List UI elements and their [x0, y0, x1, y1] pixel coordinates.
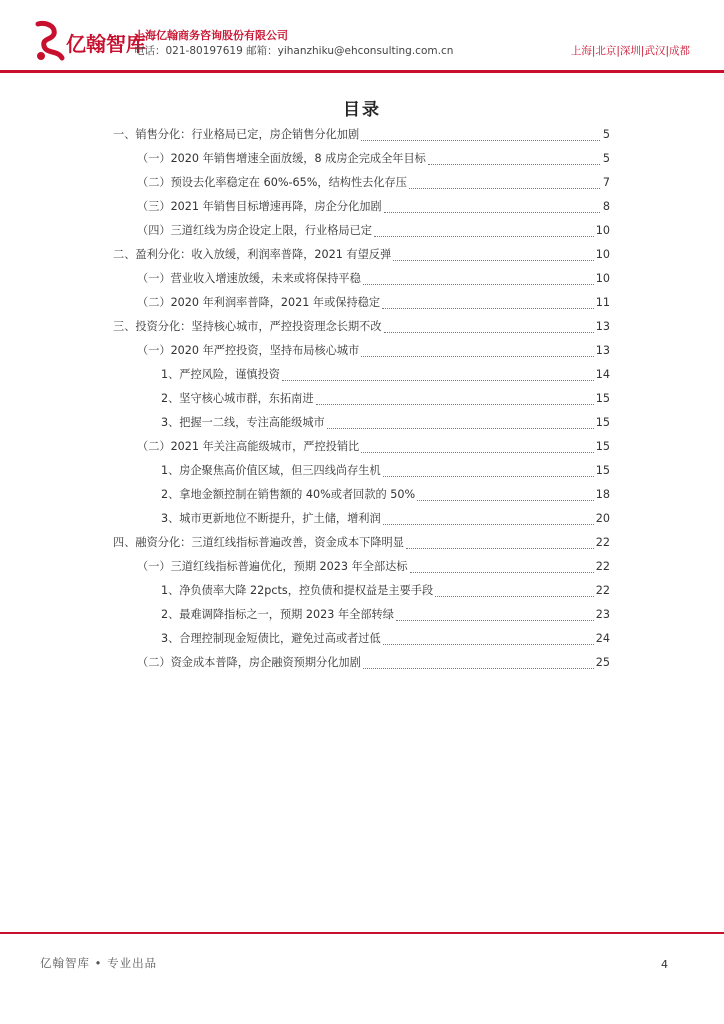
- toc-leader-dots: [327, 428, 594, 429]
- toc-entry-text: （一）2020 年销售增速全面放缓，8 成房企完成全年目标: [137, 152, 426, 165]
- toc-entry[interactable]: [161, 366, 610, 386]
- toc-entry[interactable]: [113, 126, 610, 146]
- toc-entry-page: 14: [595, 368, 610, 381]
- toc-entry-page: 22: [595, 584, 610, 597]
- toc-entry-page: 25: [595, 656, 610, 669]
- toc-entry-page: 5: [602, 128, 610, 141]
- toc-entry-text: 2、坚守核心城市群，东拓南进: [161, 392, 314, 405]
- toc-entry-text: 3、城市更新地位不断提升，扩土储，增利润: [161, 512, 381, 525]
- toc-entry[interactable]: [161, 414, 610, 434]
- toc-entry[interactable]: [161, 510, 610, 530]
- toc-title: 目录: [343, 100, 381, 120]
- toc-entry[interactable]: [113, 534, 610, 554]
- toc-entry-page: 8: [602, 200, 610, 213]
- toc-entry-page: 20: [595, 512, 610, 525]
- toc-entry[interactable]: [137, 222, 610, 242]
- toc-entry[interactable]: [161, 606, 610, 626]
- toc-entry-page: 10: [595, 248, 610, 261]
- toc-entry-text: （三）2021 年销售目标增速再降，房企分化加剧: [137, 200, 382, 213]
- toc-leader-dots: [361, 356, 594, 357]
- toc-entry-text: 三、投资分化：坚持核心城市，严控投资理念长期不改: [113, 320, 382, 333]
- toc-entry[interactable]: [137, 294, 610, 314]
- toc-entry-text: （一）营业收入增速放缓，未来或将保持平稳: [137, 272, 361, 285]
- toc-entry[interactable]: [113, 246, 610, 266]
- toc-entry[interactable]: [113, 318, 610, 338]
- toc-leader-dots: [383, 644, 594, 645]
- toc-leader-dots: [361, 452, 594, 453]
- toc-entry-text: 四、融资分化：三道红线指标普遍改善，资金成本下降明显: [113, 536, 404, 549]
- toc-leader-dots: [374, 236, 594, 237]
- toc-entry-page: 18: [595, 488, 610, 501]
- toc-entry-text: 2、最难调降指标之一，预期 2023 年全部转绿: [161, 608, 394, 621]
- footer-divider: [0, 932, 724, 934]
- toc-leader-dots: [417, 500, 594, 501]
- yihan-logo-icon: [32, 20, 68, 64]
- toc-leader-dots: [384, 212, 600, 213]
- page-header: [0, 0, 724, 78]
- toc-leader-dots: [393, 260, 594, 261]
- toc-entry-text: 1、严控风险，谨慎投资: [161, 368, 280, 381]
- company-name: 上海亿翰商务咨询股份有限公司: [134, 29, 288, 42]
- toc-entry[interactable]: [137, 270, 610, 290]
- toc-entry[interactable]: [161, 486, 610, 506]
- toc-entry-text: 二、盈利分化：收入放缓，利润率普降，2021 有望反弹: [113, 248, 392, 261]
- logo-text: 亿翰智库: [66, 32, 146, 56]
- company-logo: [32, 20, 146, 64]
- toc-leader-dots: [384, 332, 594, 333]
- toc-entry-text: 1、净负债率大降 22pcts，控负债和提权益是主要手段: [161, 584, 434, 597]
- toc-entry-text: 一、销售分化：行业格局已定，房企销售分化加剧: [113, 128, 360, 141]
- toc-entry-text: （二）2021 年关注高能级城市，严控投销比: [137, 440, 360, 453]
- toc-entry-text: （一）2020 年严控投资，坚持布局核心城市: [137, 344, 360, 357]
- toc-leader-dots: [435, 596, 594, 597]
- toc-entry-text: 3、把握一二线，专注高能级城市: [161, 416, 325, 429]
- toc-entry[interactable]: [161, 630, 610, 650]
- toc-entry[interactable]: [137, 198, 610, 218]
- toc-entry[interactable]: [161, 390, 610, 410]
- toc-entry-page: 22: [595, 560, 610, 573]
- toc-leader-dots: [363, 284, 594, 285]
- office-cities: 上海|北京|深圳|武汉|成都: [570, 45, 690, 57]
- toc-leader-dots: [428, 164, 600, 165]
- toc-entry-page: 22: [595, 536, 610, 549]
- toc-entry-text: （二）2020 年利润率普降，2021 年或保持稳定: [137, 296, 381, 309]
- toc-entry-page: 13: [595, 320, 610, 333]
- toc-entry-page: 5: [602, 152, 610, 165]
- toc-entry-page: 7: [602, 176, 610, 189]
- toc-entry-page: 24: [595, 632, 610, 645]
- toc-entry[interactable]: [161, 462, 610, 482]
- toc-entry[interactable]: [137, 654, 610, 674]
- toc-entry-page: 11: [595, 296, 610, 309]
- toc-leader-dots: [383, 524, 594, 525]
- toc-leader-dots: [396, 620, 594, 621]
- toc-entry[interactable]: [137, 342, 610, 362]
- toc-entry-text: （一）三道红线指标普遍优化，预期 2023 年全部达标: [137, 560, 408, 573]
- toc-leader-dots: [383, 476, 594, 477]
- toc-entry[interactable]: [137, 438, 610, 458]
- toc-entry-page: 15: [595, 416, 610, 429]
- toc-leader-dots: [382, 308, 594, 309]
- toc-leader-dots: [363, 668, 594, 669]
- toc-entry-text: 2、拿地金额控制在销售额的 40%或者回款的 50%: [161, 488, 416, 501]
- toc-entry-page: 13: [595, 344, 610, 357]
- toc-entry[interactable]: [137, 558, 610, 578]
- toc-entry-text: 1、房企聚焦高价值区域，但三四线尚存生机: [161, 464, 381, 477]
- toc-entry[interactable]: [161, 582, 610, 602]
- toc-entry-page: 10: [595, 224, 610, 237]
- toc-entry-page: 15: [595, 392, 610, 405]
- footer-label: 亿翰智库 • 专业出品: [40, 956, 158, 970]
- page-number: 4: [661, 958, 668, 971]
- toc-leader-dots: [282, 380, 594, 381]
- toc-entry-text: （二）资金成本普降，房企融资预期分化加剧: [137, 656, 361, 669]
- toc-entry-text: （四）三道红线为房企设定上限，行业格局已定: [137, 224, 372, 237]
- toc-entry-page: 15: [595, 464, 610, 477]
- toc-leader-dots: [406, 548, 594, 549]
- toc-entry-text: 3、合理控制现金短债比，避免过高或者过低: [161, 632, 381, 645]
- toc-leader-dots: [361, 140, 600, 141]
- toc-leader-dots: [410, 572, 594, 573]
- toc-entry-page: 23: [595, 608, 610, 621]
- toc-entry[interactable]: [137, 174, 610, 194]
- toc-leader-dots: [316, 404, 594, 405]
- toc-entry-page: 15: [595, 440, 610, 453]
- toc-entry-text: （二）预设去化率稳定在 60%-65%，结构性去化存压: [137, 176, 407, 189]
- toc-leader-dots: [409, 188, 600, 189]
- toc-entry-page: 10: [595, 272, 610, 285]
- toc-entry[interactable]: [137, 150, 610, 170]
- header-divider: [0, 70, 724, 73]
- contact-info: 电话：021-80197619 邮箱：yihanzhiku@ehconsulting.com.cn: [134, 45, 454, 57]
